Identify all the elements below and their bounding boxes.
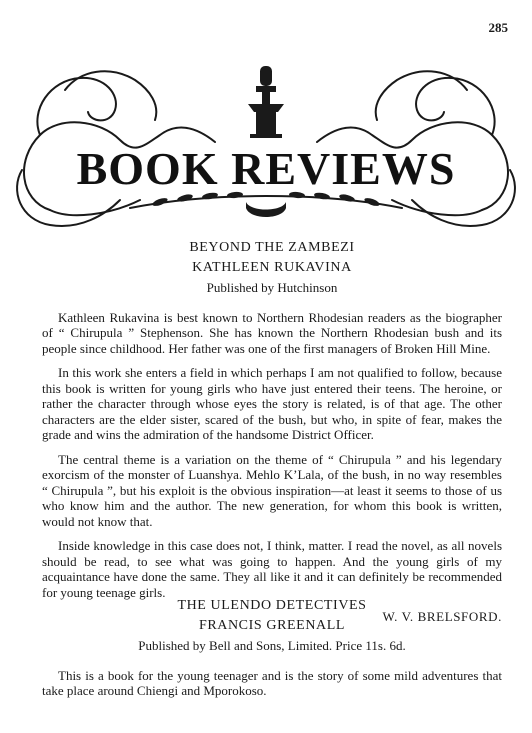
book-reviews-banner	[10, 50, 522, 232]
book-title: THE ULENDO DETECTIVES	[177, 598, 367, 613]
review-paragraph: This is a book for the young teenager and is the story of some mild adventures that take place around Chiengi and Mporokoso.	[42, 667, 502, 698]
book-author: KATHLEEN RUKAVINA	[192, 260, 352, 275]
reviewer-signature: W. V. BRELSFORD.	[382, 609, 502, 624]
book-publisher: Published by Bell and Sons, Limited. Price 11s. 6d.	[138, 638, 406, 653]
review-paragraph: Inside knowledge in this case does not, I think, matter. I read the novel, as all novels should be read, to see what was going to happen. And the young girls of my acquaintance have done the same. They all like it and it can definitely be recommended for young teenage girls.	[42, 538, 502, 600]
page-number: 285	[488, 20, 508, 35]
section-title: BOOK REVIEWS	[76, 143, 456, 194]
review-beyond-the-zambezi	[42, 238, 502, 625]
book-title: BEYOND THE ZAMBEZI	[189, 240, 355, 255]
book-publisher: Published by Hutchinson	[206, 280, 338, 295]
review-the-ulendo-detectives	[42, 596, 502, 708]
review-paragraph: The central theme is a variation on the theme of “ Chirupula ” and his legendary exorcism of the monster of Luanshya. Mehlo K’Lala, of the bush, in no way resembles “ Chirupula ”, but his exploit is the obvious inspiration—at least it seems to those of us who know him and the author. The new generation, for whom this book is written, would not know that.	[42, 451, 502, 529]
review-paragraph: Kathleen Rukavina is best known to Northern Rhodesian readers as the biographer of “ Chirupula ” Stephenson. She has known the Northern Rhodesian bush and its people since childhood. Her father was one of the first managers of Broken Hill Mine.	[42, 309, 502, 356]
book-author: FRANCIS GREENALL	[198, 618, 346, 633]
review-paragraph: In this work she enters a field in which perhaps I am not qualified to follow, because this book is written for young girls who have just entered their teens. The heroine, or rather the character through whose eyes the story is related, is of that age. The other characters are the elder sister, scared of the bush, but who, in spite of fear, makes the grade and wins the admiration of the handsome District Officer.	[42, 365, 502, 442]
ornamental-scroll-icon	[10, 50, 522, 232]
